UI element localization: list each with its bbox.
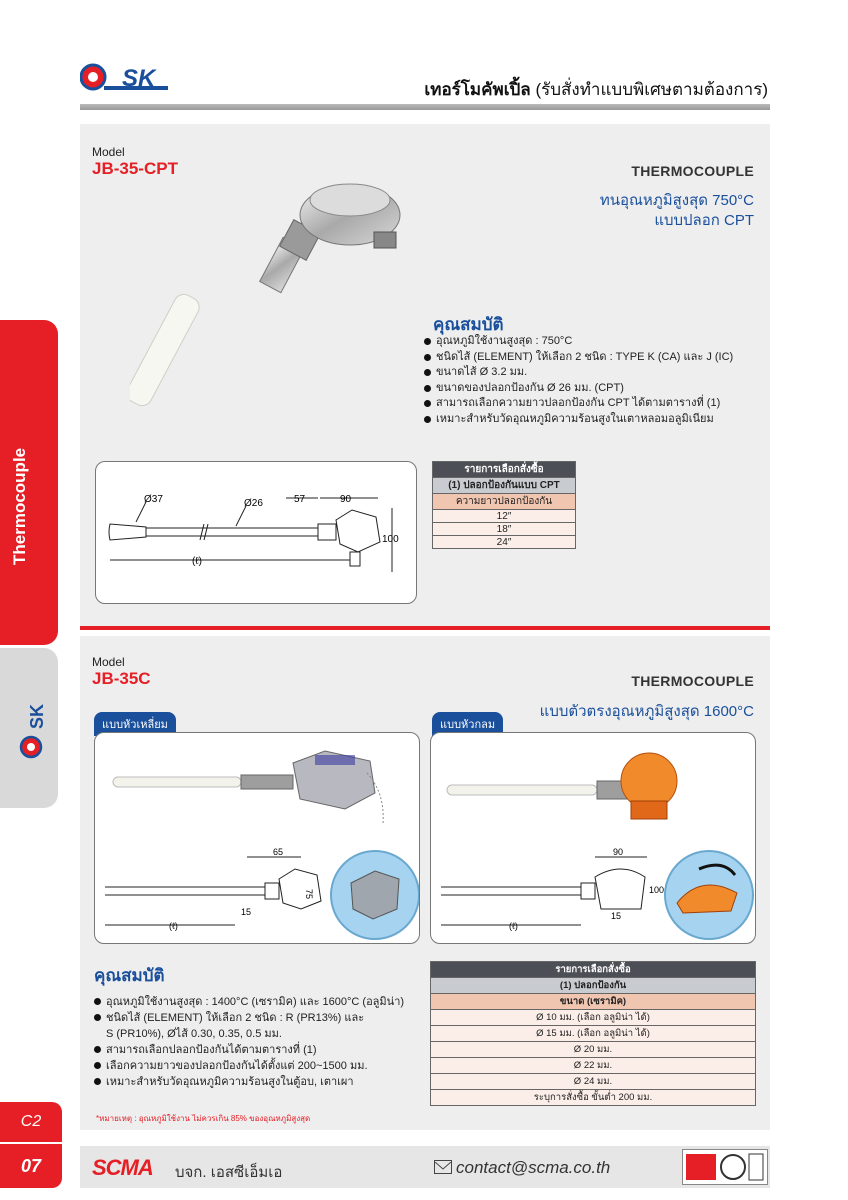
property-item: อุณหภูมิใช้งานสูงสุด : 750°C: [424, 334, 764, 350]
dim-s: 15: [611, 911, 622, 921]
table-row: 24″: [433, 536, 576, 549]
subtitle-line-2: แบบปลอก CPT: [654, 212, 754, 229]
header-rule: [80, 104, 770, 110]
variant-label-round: แบบหัวกลม: [432, 712, 503, 736]
dim-s: 15: [241, 907, 252, 917]
table-row: Ø 22 มม.: [431, 1058, 756, 1074]
side-tab-label: Thermocouple: [10, 447, 29, 565]
property-item: สามารถเลือกปลอกป้องกันได้ตามตารางที่ (1): [94, 1042, 424, 1058]
model-label: Model: [92, 145, 125, 159]
dim-d2: Ø26: [244, 498, 263, 509]
table-param: ความยาวปลอกป้องกัน: [433, 494, 576, 510]
dim-b: 90: [340, 494, 352, 505]
property-item: อุณหภูมิใช้งานสูงสุด : 1400°C (เซรามิค) และ 1600°C (อลูมิน่า): [94, 994, 424, 1010]
dim-length: (ℓ): [169, 921, 178, 931]
table-row: 18″: [433, 523, 576, 536]
category-label: THERMOCOUPLE: [631, 673, 754, 689]
property-item: ชนิดไส้ (ELEMENT) ให้เลือก 2 ชนิด : TYPE K (CA) และ J (IC): [424, 350, 764, 366]
property-item: เหมาะสำหรับวัดอุณหภูมิความร้อนสูงในตู้อบ, เตาเผา: [94, 1074, 424, 1090]
table-header: รายการเลือกสั่งซื้อ: [433, 462, 576, 478]
tab-code: C2: [0, 1102, 62, 1142]
sk-small-logo: [14, 700, 48, 760]
property-item: ชนิดไส้ (ELEMENT) ให้เลือก 2 ชนิด : R (PR13%) และ: [94, 1010, 424, 1026]
product-photo-jb35cpt: [130, 170, 430, 420]
contact-email-link[interactable]: contact@scma.co.th: [456, 1158, 611, 1177]
properties-title: คุณสมบัติ: [94, 966, 165, 985]
property-item: เลือกความยาวของปลอกป้องกันได้ตั้งแต่ 200~1500 มม.: [94, 1058, 424, 1074]
category-label: THERMOCOUPLE: [631, 163, 754, 179]
table-row: Ø 15 มม. (เลือก อลูมิน่า ได้): [431, 1026, 756, 1042]
table-row: Ø 24 มม.: [431, 1074, 756, 1090]
dim-length: (ℓ): [192, 556, 202, 567]
property-item: ขนาดของปลอกป้องกัน Ø 26 มม. (CPT): [424, 381, 764, 397]
certification-badges: [682, 1149, 768, 1185]
variant-box-round: [430, 732, 756, 944]
property-item: S (PR10%), Øไส้ 0.30, 0.35, 0.5 มม.: [106, 1028, 282, 1040]
table-header: รายการเลือกสั่งซื้อ: [431, 962, 756, 978]
table-row: Ø 20 มม.: [431, 1042, 756, 1058]
dim-length: (ℓ): [509, 921, 518, 931]
dim-w: 90: [613, 847, 624, 857]
title-main: เทอร์โมคัพเปิ้ล: [424, 80, 531, 99]
table-row: Ø 10 มม. (เลือก อลูมิน่า ได้): [431, 1010, 756, 1026]
table-row: ระบุการสั่งซื้อ ขั้นต่ำ 200 มม.: [431, 1090, 756, 1106]
dim-w: 65: [273, 847, 284, 857]
footnote: *หมายเหตุ : อุณหภูมิใช้งาน ไม่ควรเกิน 85% ของอุณหภูมิสูงสุด: [96, 1114, 311, 1123]
subtitle-line-1: ทนอุณหภูมิสูงสุด 750°C: [599, 192, 754, 209]
variant-box-square: [94, 732, 420, 944]
dimension-diagram-jb35cpt: [95, 461, 417, 604]
dim-h: 100: [649, 885, 665, 895]
table-param: ขนาด (เซรามิค): [431, 994, 756, 1010]
scma-logo: SCMA: [92, 1155, 153, 1180]
page-title: [424, 76, 768, 103]
svg-text:SK: SK: [27, 703, 47, 729]
model-label: Model: [92, 655, 125, 669]
mail-icon: [434, 1160, 452, 1174]
sk-logo: [80, 60, 170, 96]
order-table-jb35c: [430, 961, 756, 1106]
svg-text:SK: SK: [122, 65, 156, 92]
table-section: (1) ปลอกป้องกัน: [431, 978, 756, 994]
property-item: เหมาะสำหรับวัดอุณหภูมิความร้อนสูงในเตาหลอมอลูมิเนียม: [424, 412, 764, 428]
table-row: 12″: [433, 510, 576, 523]
section-divider: [80, 626, 770, 630]
product-subtitle: [600, 191, 754, 231]
dim-a: 57: [294, 494, 306, 505]
properties-list: [424, 334, 764, 427]
property-item: ขนาดไส้ Ø 3.2 มม.: [424, 365, 764, 381]
title-sub: (รับสั่งทำแบบพิเศษตามต้องการ): [535, 80, 768, 99]
dim-h: 100: [382, 534, 399, 545]
properties-title: คุณสมบัติ: [433, 315, 504, 334]
table-section: (1) ปลอกป้องกันแบบ CPT: [433, 478, 576, 494]
page-number: 07: [0, 1144, 62, 1188]
dim-d1: Ø37: [144, 494, 163, 505]
property-item: สามารถเลือกความยาวปลอกป้องกัน CPT ได้ตามตารางที่ (1): [424, 396, 764, 412]
model-code: JB-35C: [92, 669, 151, 688]
model-code: JB-35-CPT: [92, 159, 178, 178]
dim-h: 75: [304, 889, 314, 900]
product-subtitle: แบบตัวตรงอุณหภูมิสูงสุด 1600°C: [539, 703, 754, 720]
variant-label-square: แบบหัวเหลี่ยม: [94, 712, 176, 736]
company-name: บจก. เอสซีเอ็มเอ: [175, 1164, 283, 1181]
order-table-jb35cpt: [432, 461, 576, 549]
properties-list: [94, 994, 424, 1090]
